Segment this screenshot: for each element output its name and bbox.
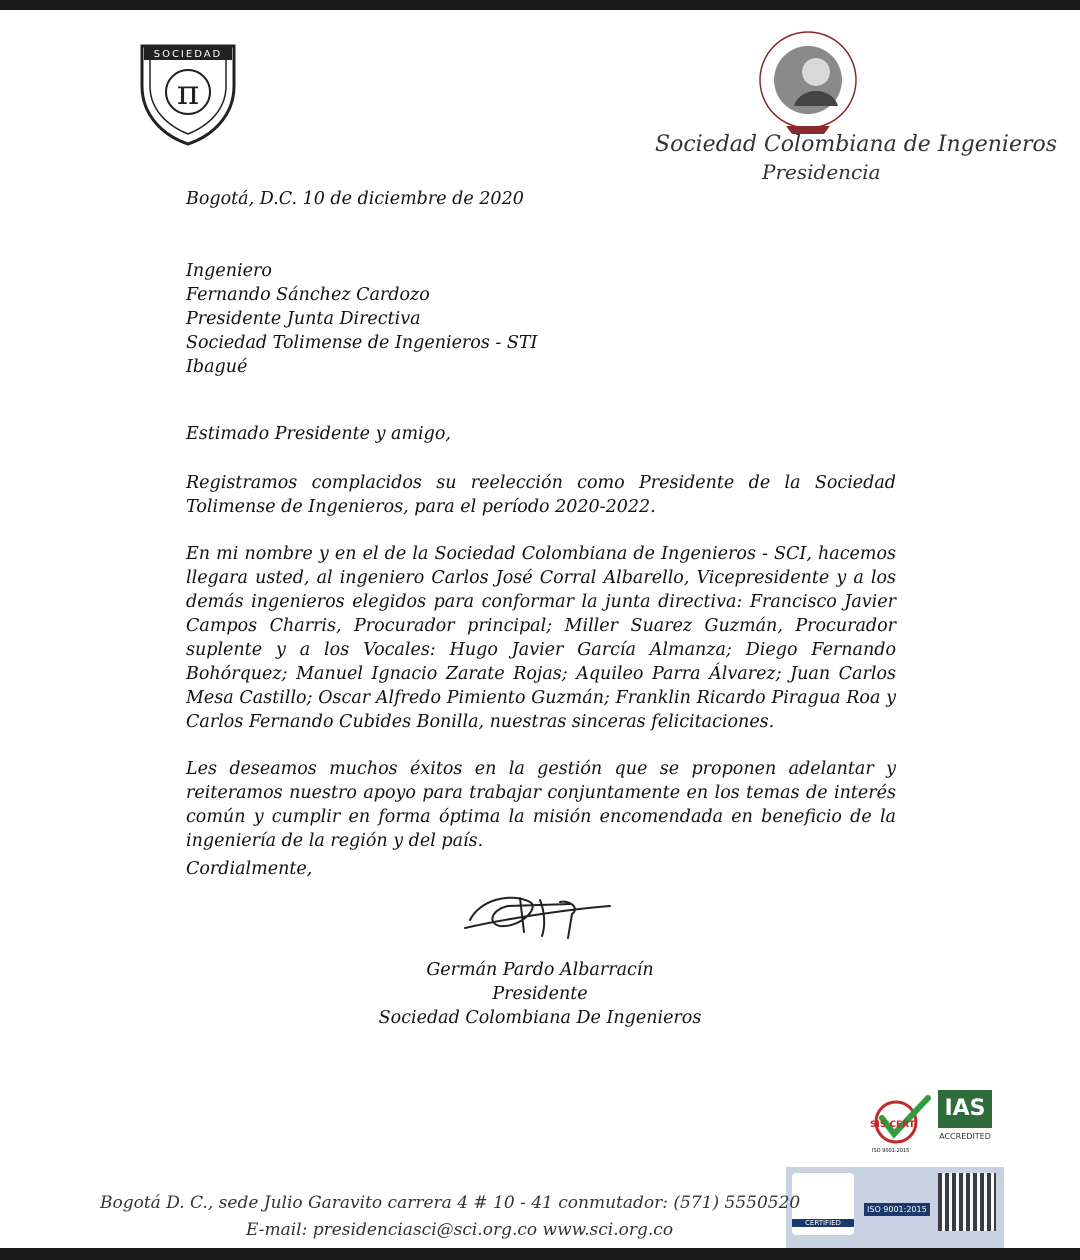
recipient-line: Fernando Sánchez Cardozo: [186, 285, 430, 305]
certified-label: CERTIFIED: [792, 1219, 854, 1227]
org-name: Sociedad Colombiana de Ingenieros: [655, 132, 1058, 157]
recipient-line: Sociedad Tolimense de Ingenieros - STI: [186, 333, 538, 353]
julio-garavito-100-anos-seal: [750, 26, 868, 138]
svg-text:SOCIEDAD: SOCIEDAD: [153, 49, 223, 60]
top-edge: [0, 0, 1080, 10]
iso-standard-label: ISO 9001:2015: [864, 1203, 930, 1216]
signer-organization: Sociedad Colombiana De Ingenieros: [378, 1008, 702, 1028]
sis-cert-icon: [866, 1094, 934, 1144]
recipient-line: Presidente Junta Directiva: [186, 309, 421, 329]
paragraph: En mi nombre y en el de la Sociedad Colombiana de Ingenieros - SCI, hacemos llegara usted, al ingeniero Carlos José Corral Albarello, Vicepresidente y a los demás ingenieros elegidos para conformar la junta directiva: Francisco Javier Campos Charris, Procurador principal; Miller Suarez Guzmán, Procurador suplente y a los Vocales: Hugo Javier García Almanza; Diego Fernando Bohórquez; Manuel Ignacio Zarate Rojas; Aquileo Parra Álvarez; Juan Carlos Mesa Castillo; Oscar Alfredo Pimiento Guzmán; Franklin Ricardo Piragua Roa y Carlos Fernando Cubides Bonilla, nuestras sinceras felicitaciones.: [186, 544, 896, 732]
sis-cert-standard: ISO 9001:2015: [872, 1148, 910, 1154]
ias-logo: IAS: [938, 1090, 992, 1128]
footer-address: Bogotá D. C., sede Julio Garavito carrera 4 # 10 - 41 conmutador: (571) 5550520: [100, 1193, 801, 1213]
office-name: Presidencia: [762, 160, 881, 184]
certified-badge: [792, 1173, 854, 1235]
salutation: Estimado Presidente y amigo,: [186, 424, 451, 444]
iso-certification-box: [786, 1167, 1004, 1249]
ias-status: ACCREDITED: [939, 1132, 991, 1141]
letter-date: Bogotá, D.C. 10 de diciembre de 2020: [186, 189, 524, 209]
paragraph: Les deseamos muchos éxitos en la gestión que se proponen adelantar y reiteramos nuestro apoyo para trabajar conjuntamente en los temas de interés común y cumplir en forma óptima la misión encomendada en beneficio de la ingeniería de la región y del país.: [186, 759, 896, 851]
footer-contact: E-mail: presidenciasci@sci.org.co www.sci.org.co: [246, 1220, 674, 1240]
handwritten-signature: [460, 880, 620, 950]
signer-title: Presidente: [492, 984, 588, 1004]
svg-text:π: π: [176, 73, 200, 113]
sis-cert-label: SIS CERT.: [870, 1120, 917, 1130]
bottom-edge: [0, 1248, 1080, 1260]
qr-code: [938, 1173, 996, 1231]
paragraph: Registramos complacidos su reelección como Presidente de la Sociedad Tolimense de Ingenieros, para el período 2020-2022.: [186, 473, 896, 517]
ias-badge: [938, 1090, 992, 1158]
recipient-line: Ingeniero: [186, 261, 272, 281]
sci-pi-shield-logo: [136, 40, 240, 148]
signer-name: Germán Pardo Albarracín: [426, 960, 654, 980]
recipient-line: Ibagué: [186, 357, 248, 377]
closing: Cordialmente,: [186, 859, 313, 879]
sis-cert-badge: [866, 1094, 934, 1160]
